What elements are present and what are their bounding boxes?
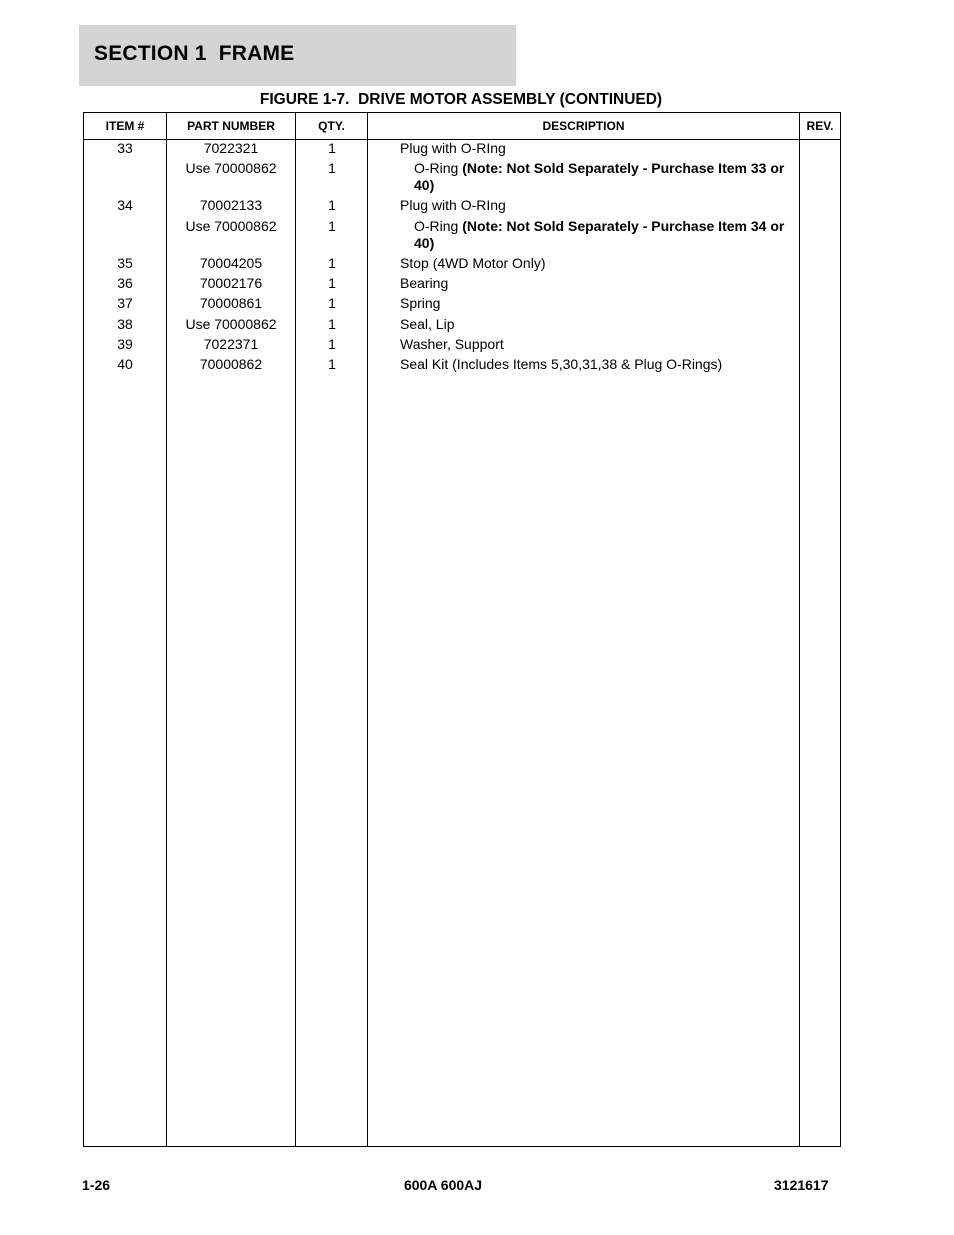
description — [400, 316, 790, 333]
description-text: Washer, Support — [400, 336, 504, 352]
header-item: ITEM # — [105, 119, 145, 133]
header-part-number: PART NUMBER — [187, 119, 275, 133]
description — [400, 140, 790, 157]
quantity: 1 — [328, 295, 336, 311]
column-divider — [799, 113, 800, 1146]
page-number: 1-26 — [82, 1177, 111, 1193]
description-text: O-Ring — [414, 160, 463, 176]
description-text: Plug with O-RIng — [400, 197, 506, 213]
figure-title: FIGURE 1-7. DRIVE MOTOR ASSEMBLY (CONTINUED) — [259, 91, 663, 108]
description-text: Stop (4WD Motor Only) — [400, 255, 546, 271]
part-number: Use 70000862 — [185, 218, 277, 234]
parts-table — [83, 112, 841, 1147]
part-number: 70004205 — [199, 255, 263, 271]
document-number: 3121617 — [774, 1177, 829, 1193]
part-number: 7022321 — [203, 140, 259, 156]
description-text: O-Ring — [414, 218, 463, 234]
description-text: Seal Kit (Includes Items 5,30,31,38 & Plug O-Rings) — [400, 356, 723, 372]
quantity: 1 — [328, 255, 336, 271]
part-number: 70002133 — [199, 197, 263, 213]
quantity: 1 — [328, 140, 336, 156]
item-number: 38 — [117, 316, 133, 332]
part-number: Use 70000862 — [185, 316, 277, 332]
item-number: 34 — [117, 197, 133, 213]
description-text: Seal, Lip — [400, 316, 455, 332]
part-number: 7022371 — [203, 336, 259, 352]
quantity: 1 — [328, 160, 336, 176]
section-title: SECTION 1 FRAME — [94, 42, 295, 65]
quantity: 1 — [328, 336, 336, 352]
item-number: 36 — [117, 275, 133, 291]
description — [414, 218, 799, 252]
section-banner — [79, 25, 516, 86]
description — [414, 160, 799, 194]
item-number: 39 — [117, 336, 133, 352]
header-description: DESCRIPTION — [542, 119, 625, 133]
description — [400, 255, 790, 272]
header-qty: QTY. — [318, 119, 345, 133]
description-note: (Note: Not Sold Separately - Purchase Item 33 or 40) — [414, 160, 785, 193]
quantity: 1 — [328, 356, 336, 372]
header-rev: REV. — [806, 119, 834, 133]
description — [400, 295, 790, 312]
part-number: 70002176 — [199, 275, 263, 291]
quantity: 1 — [328, 275, 336, 291]
part-number: 70000862 — [199, 356, 263, 372]
quantity: 1 — [328, 218, 336, 234]
description — [400, 275, 790, 292]
description-text: Bearing — [400, 275, 449, 291]
part-number: 70000861 — [199, 295, 263, 311]
item-number: 37 — [117, 295, 133, 311]
description-text: Spring — [400, 295, 441, 311]
quantity: 1 — [328, 316, 336, 332]
item-number: 33 — [117, 140, 133, 156]
item-number: 40 — [117, 356, 133, 372]
description-note: (Note: Not Sold Separately - Purchase Item 34 or 40) — [414, 218, 785, 251]
quantity: 1 — [328, 197, 336, 213]
description-text: Plug with O-RIng — [400, 140, 506, 156]
item-number: 35 — [117, 255, 133, 271]
description — [400, 197, 790, 214]
part-number: Use 70000862 — [185, 160, 277, 176]
description — [400, 356, 790, 373]
model-label: 600A 600AJ — [403, 1177, 483, 1193]
description — [400, 336, 790, 353]
